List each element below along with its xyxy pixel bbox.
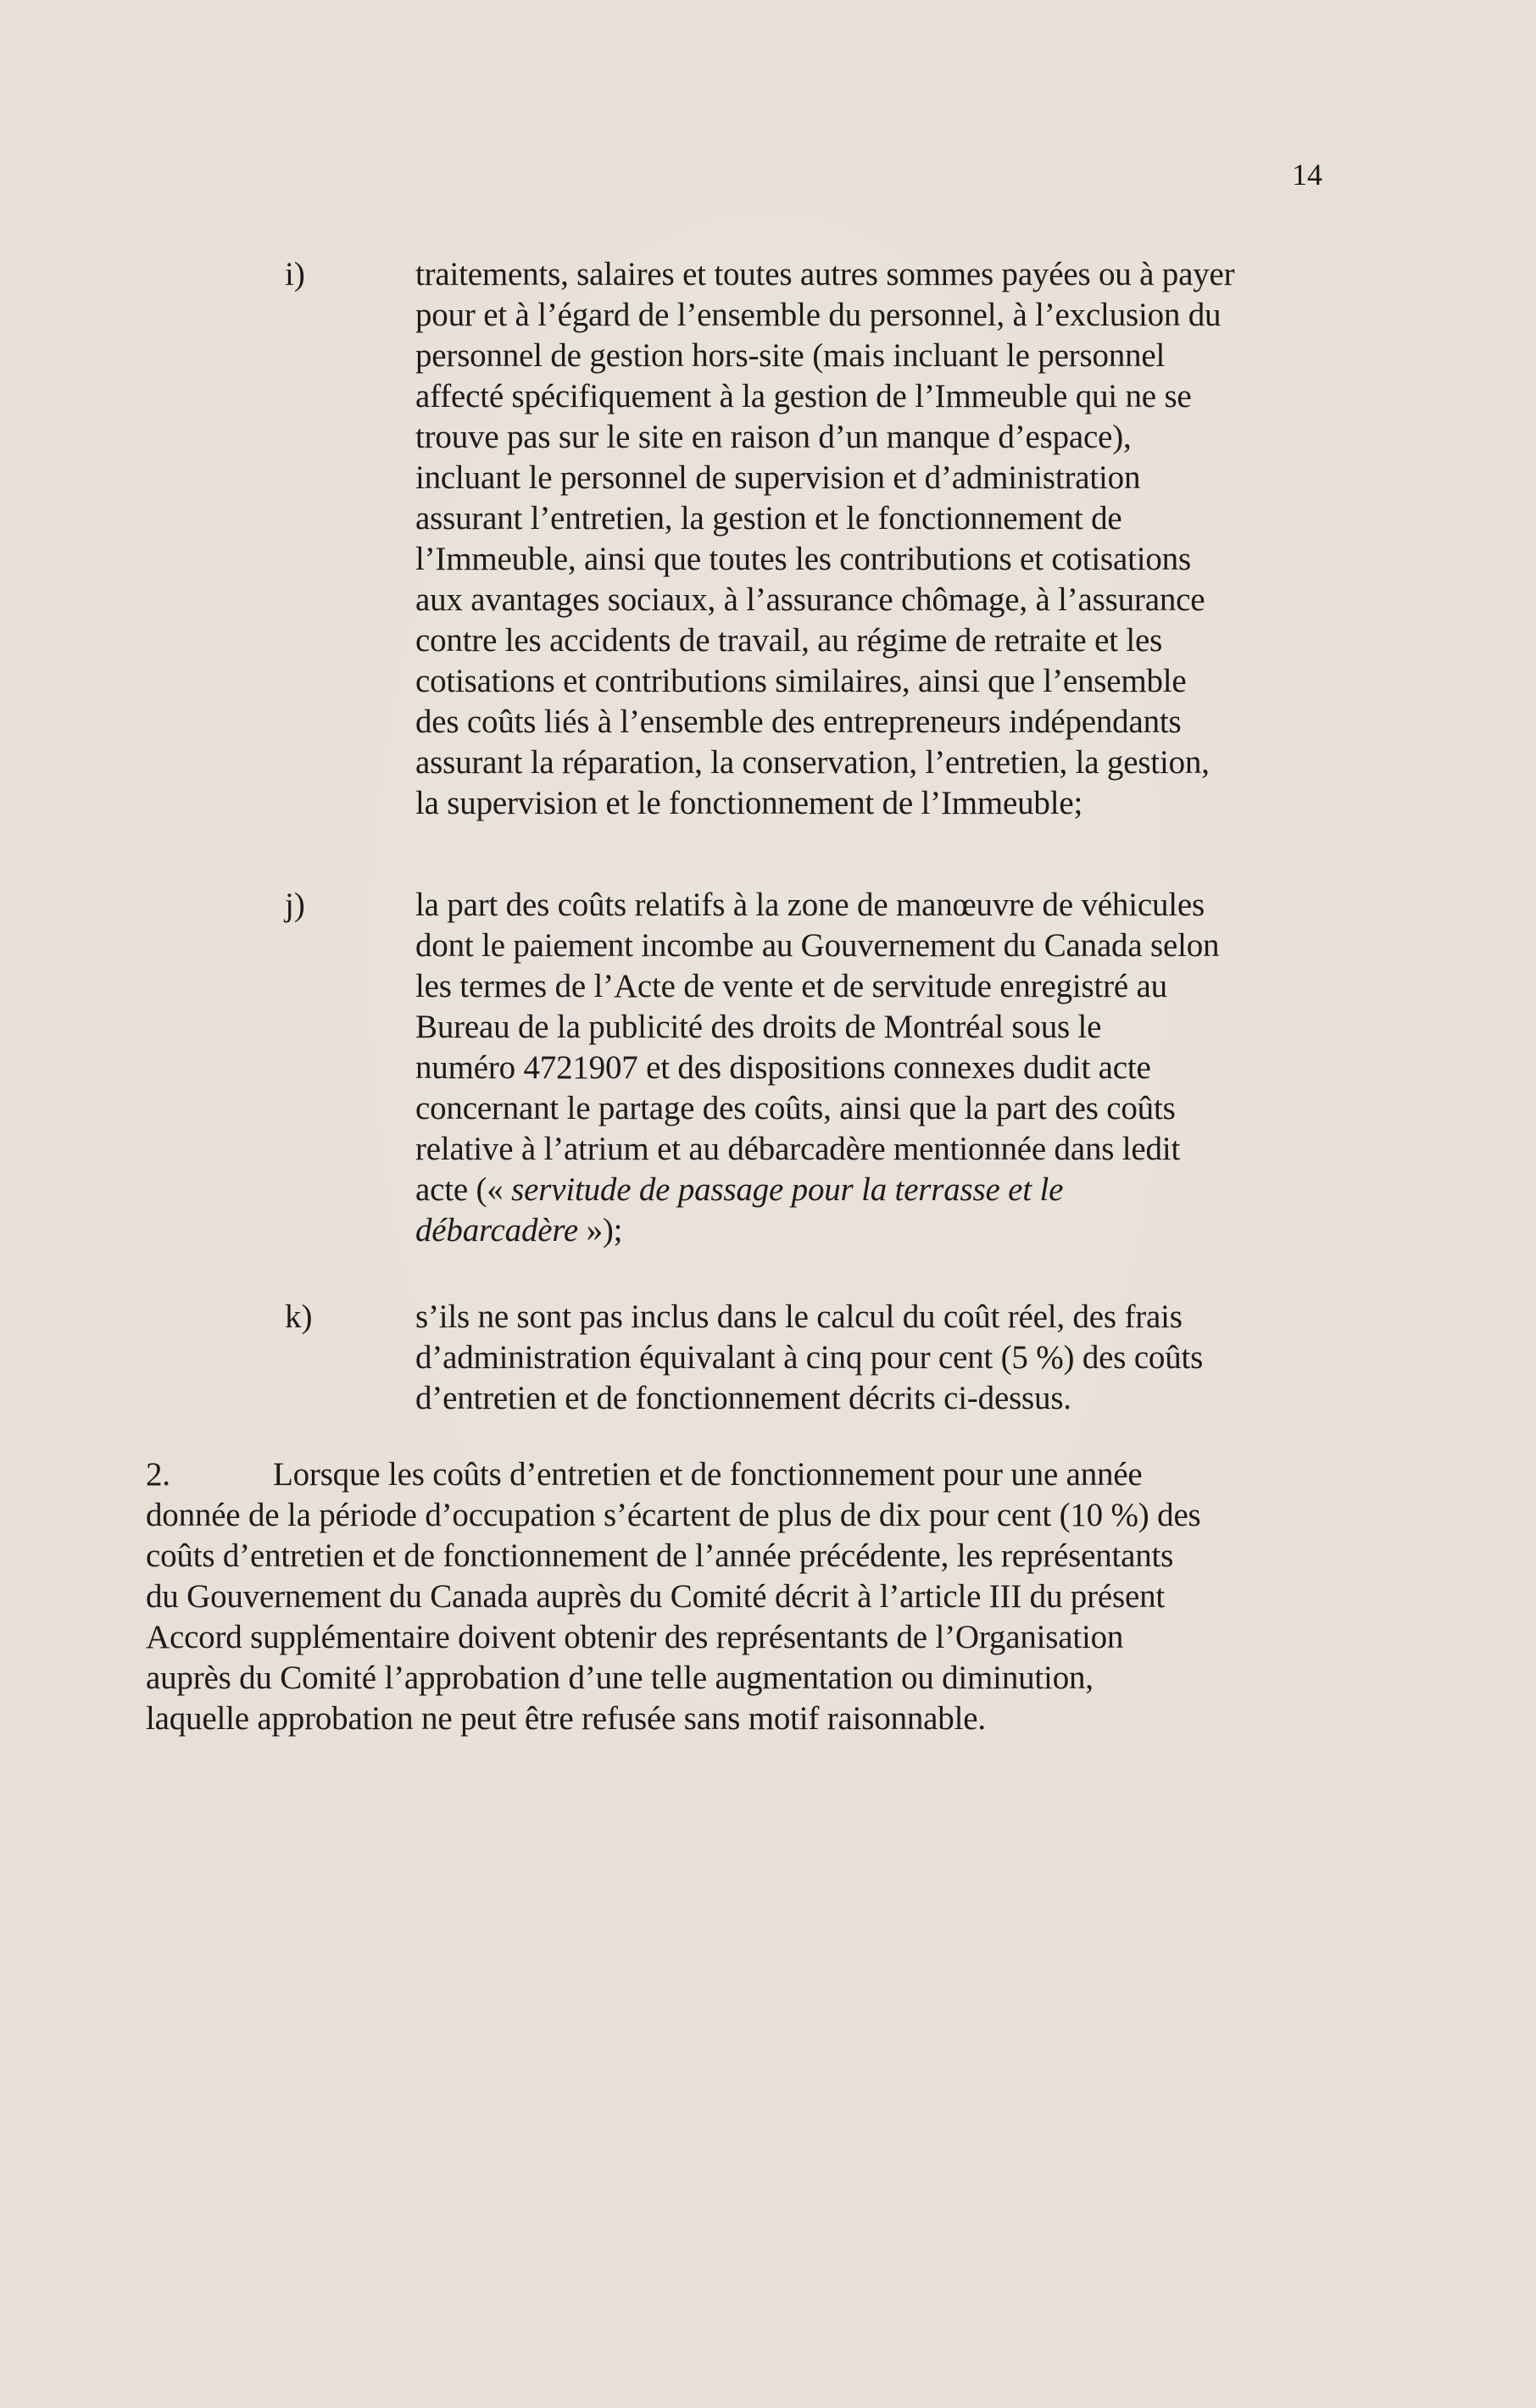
text-line: affecté spécifiquement à la gestion de l’Immeuble qui ne se	[415, 378, 1192, 414]
text-run: acte («	[415, 1171, 504, 1208]
item-label: j)	[285, 887, 305, 923]
text-line: concernant le partage des coûts, ainsi que la part des coûts	[415, 1090, 1176, 1126]
text-line: Accord supplémentaire doivent obtenir des représentants de l’Organisation	[146, 1619, 1124, 1655]
text-line: traitements, salaires et toutes autres sommes payées ou à payer	[415, 256, 1235, 292]
text-line: s’ils ne sont pas inclus dans le calcul du coût réel, des frais	[415, 1299, 1183, 1335]
text-line: numéro 4721907 et des dispositions connexes dudit acte	[415, 1049, 1151, 1086]
text-line: cotisations et contributions similaires, ainsi que l’ensemble	[415, 663, 1187, 699]
text-line: incluant le personnel de supervision et d’administration	[415, 459, 1141, 496]
text-run: Lorsque les coûts d’entretien et de fonctionnement pour une année	[273, 1456, 1143, 1493]
text-line: des coûts liés à l’ensemble des entrepreneurs indépendants	[415, 703, 1182, 740]
item-text	[415, 254, 1322, 824]
text-line: relative à l’atrium et au débarcadère mentionnée dans ledit	[415, 1131, 1181, 1167]
text-line: l’Immeuble, ainsi que toutes les contributions et cotisations	[415, 541, 1191, 577]
text-line: personnel de gestion hors-site (mais incluant le personnel	[415, 337, 1166, 374]
text-line: contre les accidents de travail, au régime de retraite et les	[415, 622, 1163, 659]
text-line	[415, 1170, 1322, 1210]
text-line: trouve pas sur le site en raison d’un manque d’espace),	[415, 419, 1132, 455]
text-line: la part des coûts relatifs à la zone de manœuvre de véhicules	[415, 887, 1205, 923]
text-line	[146, 1454, 1333, 1495]
item-label: i)	[285, 256, 305, 292]
text-line: d’administration équivalant à cinq pour cent (5 %) des coûts	[415, 1339, 1204, 1376]
item-text	[415, 885, 1322, 1251]
italic-title: servitude de passage pour la terrasse et le	[503, 1171, 1064, 1208]
numbered-paragraph	[146, 1454, 1333, 1739]
text-line: donnée de la période d’occupation s’écartent de plus de dix pour cent (10 %) des	[146, 1497, 1201, 1533]
page-number: 14	[1292, 158, 1322, 192]
text-line: laquelle approbation ne peut être refusée sans motif raisonnable.	[146, 1700, 986, 1737]
text-line: auprès du Comité l’approbation d’une telle augmentation ou diminution,	[146, 1660, 1094, 1696]
text-line: du Gouvernement du Canada auprès du Comité décrit à l’article III du présent	[146, 1578, 1166, 1615]
text-line	[415, 1210, 1322, 1251]
text-line: les termes de l’Acte de vente et de servitude enregistré au	[415, 968, 1167, 1004]
text-line: aux avantages sociaux, à l’assurance chômage, à l’assurance	[415, 581, 1205, 618]
text-run: »);	[578, 1212, 623, 1248]
item-label: k)	[285, 1299, 313, 1335]
text-line: pour et à l’égard de l’ensemble du personnel, à l’exclusion du	[415, 297, 1222, 333]
text-line: la supervision et le fonctionnement de l’Immeuble;	[415, 785, 1083, 821]
text-line: assurant la réparation, la conservation, l’entretien, la gestion,	[415, 744, 1210, 781]
text-line: coûts d’entretien et de fonctionnement de l’année précédente, les représentants	[146, 1538, 1174, 1574]
text-line: d’entretien et de fonctionnement décrits ci-dessus.	[415, 1380, 1071, 1416]
text-line: assurant l’entretien, la gestion et le fonctionnement de	[415, 500, 1122, 537]
italic-title: débarcadère	[415, 1212, 579, 1248]
item-text	[415, 1297, 1322, 1419]
text-line: dont le paiement incombe au Gouvernement du Canada selon	[415, 927, 1220, 964]
text-line: Bureau de la publicité des droits de Montréal sous le	[415, 1009, 1102, 1045]
paragraph-number: 2.	[146, 1456, 170, 1493]
